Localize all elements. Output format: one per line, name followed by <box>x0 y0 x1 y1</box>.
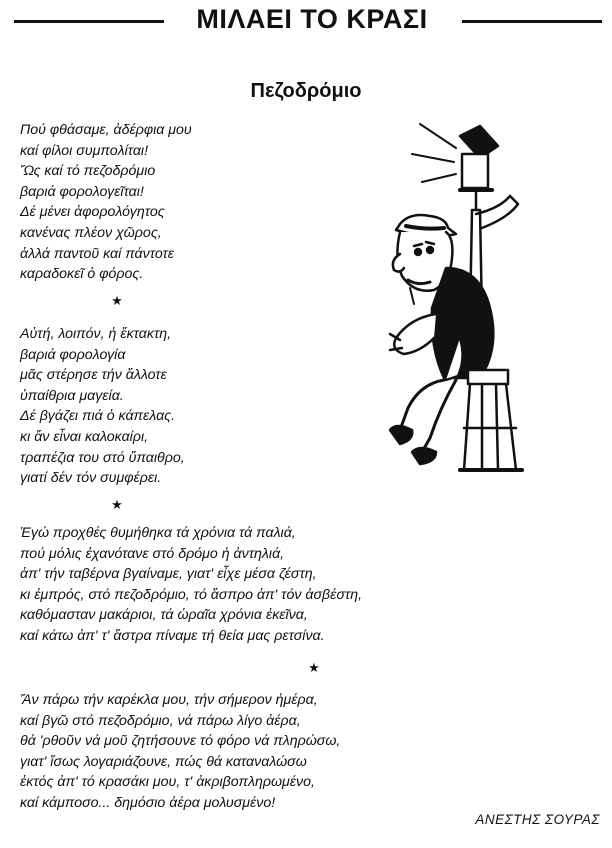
lamp-lantern-icon <box>462 154 488 188</box>
verse-line: μᾶς στέρησε τήν ἄλλοτε <box>20 367 167 384</box>
verse-line: ὑπαίθρια μαγεία. <box>20 387 124 404</box>
verse-line: καί φίλοι συμπολίται! <box>20 142 149 159</box>
verse-line: θά 'ρθοῦν νά μοῦ ζητήσουνε τό φόρο νά πληρώσω, <box>20 733 341 750</box>
shoe-icon <box>412 448 436 464</box>
verse-line: βαριά φορολογεῖται! <box>20 183 144 200</box>
stanza-3 <box>20 523 362 647</box>
verse-line: γιατί δέν τόν συμφέρει. <box>20 470 162 487</box>
verse-line: κι ἄν εἶναι καλοκαίρι, <box>20 428 149 445</box>
author-signature: ΑΝΕΣΤΗΣ ΣΟΥΡΑΣ <box>475 812 600 827</box>
stanza-1 <box>20 120 192 285</box>
verse-line: καραδοκεῖ ὁ φόρος. <box>20 266 144 283</box>
header-rule-right <box>462 20 602 23</box>
stanza-separator-star: ★ <box>111 293 123 308</box>
verse-line: καί βγῶ στό πεζοδρόμιο, νά πάρω λίγο ἀέρα, <box>20 712 301 729</box>
stanza-2 <box>20 324 185 489</box>
verse-line: ἀλλά παντοῦ καί πάντοτε <box>20 245 175 262</box>
section-title: ΜΙΛΑΕΙ ΤΟ ΚΡΑΣΙ <box>196 4 428 34</box>
page-header <box>0 4 612 38</box>
stanza-4 <box>20 690 340 814</box>
verse-line: βαριά φορολογία <box>20 346 126 363</box>
verse-line: Δέ βγάζει πιά ὁ κάπελας. <box>20 408 176 425</box>
verse-line: κι ἐμπρός, στό πεζοδρόμιο, τό ἄσπρο ἀπ' τόν ἀσβέστη, <box>20 586 363 603</box>
header-rule-left <box>14 20 164 23</box>
verse-line: Ἐγώ προχθές θυμήθηκα τά χρόνια τά παλιά, <box>20 525 296 541</box>
verse-line: Αὐτή, λοιπόν, ἡ ἔκτακτη, <box>20 326 172 342</box>
shoe-icon <box>390 426 412 444</box>
stanza-separator-star: ★ <box>111 497 123 512</box>
cartoon-illustration <box>360 118 552 494</box>
verse-line: καθόμασταν μακάριοι, τά ὡραῖα χρόνια ἐκεῖνα, <box>20 607 308 624</box>
verse-line: τραπέζια του στό ὕπαιθρο, <box>20 449 185 466</box>
poem-title: Πεζοδρόμιο <box>250 80 362 102</box>
verse-line: γιατ' ἴσως λογαριάζουνε, πώς θά καταναλώσω <box>20 753 307 770</box>
verse-line: ἐκτός ἀπ' τό κρασάκι μου, τ' ἀκριβοπληρωμένο, <box>20 774 315 791</box>
verse-line: Ὤς καί τό πεζοδρόμιο <box>20 163 156 180</box>
verse-line: Ἄν πάρω τήν καρέκλα μου, τήν σήμερον ἡμέρα, <box>20 692 318 708</box>
verse-line: καί κάμποσο... δημόσιο ἀέρα μολυσμένο! <box>20 794 276 811</box>
verse-line: καί κάτω ἀπ' τ' ἄστρα πίναμε τή θεία μας ρετσίνα. <box>20 627 325 644</box>
verse-line: ἀπ' τήν ταβέρνα βγαίναμε, γιατ' εἶχε μέσα ζέστη, <box>20 566 317 583</box>
stanza-separator-star: ★ <box>308 660 320 675</box>
verse-line: Δέ μένει ἀφορολόγητος <box>20 204 165 221</box>
stool-seat-icon <box>468 370 508 384</box>
verse-line: Πού φθάσαμε, ἀδέρφια μου <box>20 122 192 138</box>
verse-line: κανένας πλέον χῶρος, <box>20 224 162 241</box>
verse-line: πού μόλις ἐχανότανε στό δρόμο ἡ ἀντηλιά, <box>20 545 285 562</box>
